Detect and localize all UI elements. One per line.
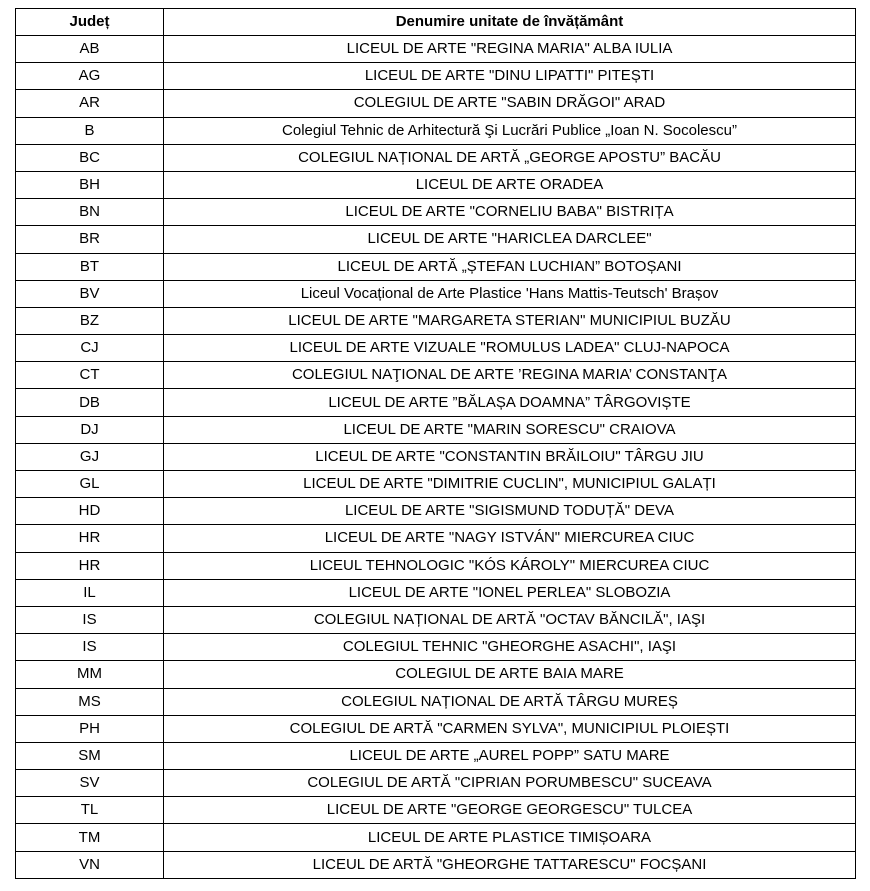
cell-denumire[interactable]: LICEUL DE ARTE PLASTICE TIMIȘOARA xyxy=(164,824,856,851)
table-row xyxy=(16,144,856,171)
cell-denumire[interactable]: COLEGIUL NAŢIONAL DE ARTE ’REGINA MARIA’ CONSTANŢA xyxy=(164,362,856,389)
cell-denumire[interactable]: LICEUL DE ARTE ORADEA xyxy=(164,171,856,198)
table-row xyxy=(16,688,856,715)
header-judet[interactable]: Județ xyxy=(16,9,164,36)
cell-denumire[interactable]: COLEGIUL TEHNIC "GHEORGHE ASACHI", IAŞI xyxy=(164,634,856,661)
cell-judet[interactable]: B xyxy=(16,117,164,144)
cell-denumire[interactable]: LICEUL TEHNOLOGIC "KÓS KÁROLY" MIERCUREA CIUC xyxy=(164,552,856,579)
cell-judet[interactable]: GJ xyxy=(16,443,164,470)
cell-judet[interactable]: TM xyxy=(16,824,164,851)
cell-denumire[interactable]: LICEUL DE ARTE ”BĂLAȘA DOAMNA” TÂRGOVIȘTE xyxy=(164,389,856,416)
cell-denumire[interactable]: LICEUL DE ARTE VIZUALE "ROMULUS LADEA" CLUJ-NAPOCA xyxy=(164,335,856,362)
cell-denumire[interactable]: LICEUL DE ARTE "NAGY ISTVÁN" MIERCUREA CIUC xyxy=(164,525,856,552)
table-row xyxy=(16,552,856,579)
table-row xyxy=(16,416,856,443)
cell-denumire[interactable]: LICEUL DE ARTE „AUREL POPP” SATU MARE xyxy=(164,742,856,769)
cell-denumire[interactable]: COLEGIUL NAȚIONAL DE ARTĂ "OCTAV BĂNCILĂ", IAŞI xyxy=(164,606,856,633)
cell-denumire[interactable]: LICEUL DE ARTE "DINU LIPATTI" PITEȘTI xyxy=(164,63,856,90)
cell-judet[interactable]: AR xyxy=(16,90,164,117)
cell-judet[interactable]: HD xyxy=(16,498,164,525)
table-row xyxy=(16,471,856,498)
cell-denumire[interactable]: COLEGIUL DE ARTE BAIA MARE xyxy=(164,661,856,688)
table-row xyxy=(16,797,856,824)
cell-judet[interactable]: SV xyxy=(16,770,164,797)
header-denumire[interactable]: Denumire unitate de învățământ xyxy=(164,9,856,36)
cell-judet[interactable]: SM xyxy=(16,742,164,769)
table-row xyxy=(16,634,856,661)
cell-denumire[interactable]: LICEUL DE ARTE "GEORGE GEORGESCU" TULCEA xyxy=(164,797,856,824)
table-row xyxy=(16,335,856,362)
cell-judet[interactable]: BV xyxy=(16,280,164,307)
cell-denumire[interactable]: LICEUL DE ARTĂ "GHEORGHE TATTARESCU" FOCȘANI xyxy=(164,851,856,878)
table-row xyxy=(16,661,856,688)
table-row xyxy=(16,199,856,226)
table-row xyxy=(16,362,856,389)
header-row xyxy=(16,9,856,36)
table-row xyxy=(16,851,856,878)
cell-judet[interactable]: AB xyxy=(16,36,164,63)
cell-judet[interactable]: PH xyxy=(16,715,164,742)
table-row xyxy=(16,606,856,633)
table-row xyxy=(16,742,856,769)
cell-judet[interactable]: BH xyxy=(16,171,164,198)
table-row xyxy=(16,171,856,198)
cell-denumire[interactable]: LICEUL DE ARTE "CONSTANTIN BRĂILOIU" TÂRGU JIU xyxy=(164,443,856,470)
cell-judet[interactable]: CT xyxy=(16,362,164,389)
table-row xyxy=(16,824,856,851)
table-row xyxy=(16,253,856,280)
table-row xyxy=(16,498,856,525)
table-row xyxy=(16,525,856,552)
cell-denumire[interactable]: COLEGIUL NAȚIONAL DE ARTĂ „GEORGE APOSTU” BACĂU xyxy=(164,144,856,171)
table-row xyxy=(16,63,856,90)
cell-denumire[interactable]: LICEUL DE ARTE "CORNELIU BABA" BISTRIȚA xyxy=(164,199,856,226)
table-row xyxy=(16,226,856,253)
cell-judet[interactable]: IS xyxy=(16,606,164,633)
cell-denumire[interactable]: LICEUL DE ARTE "MARGARETA STERIAN" MUNICIPIUL BUZĂU xyxy=(164,307,856,334)
table-row xyxy=(16,280,856,307)
cell-judet[interactable]: DB xyxy=(16,389,164,416)
cell-denumire[interactable]: COLEGIUL DE ARTĂ "CIPRIAN PORUMBESCU" SUCEAVA xyxy=(164,770,856,797)
table-row xyxy=(16,117,856,144)
cell-judet[interactable]: MS xyxy=(16,688,164,715)
cell-denumire[interactable]: LICEUL DE ARTĂ „ȘTEFAN LUCHIAN” BOTOȘANI xyxy=(164,253,856,280)
cell-judet[interactable]: HR xyxy=(16,525,164,552)
cell-judet[interactable]: TL xyxy=(16,797,164,824)
table-row xyxy=(16,770,856,797)
cell-denumire[interactable]: LICEUL DE ARTE "HARICLEA DARCLEE" xyxy=(164,226,856,253)
table-row xyxy=(16,90,856,117)
cell-judet[interactable]: AG xyxy=(16,63,164,90)
cell-judet[interactable]: BN xyxy=(16,199,164,226)
table-row xyxy=(16,389,856,416)
cell-judet[interactable]: HR xyxy=(16,552,164,579)
cell-denumire[interactable]: Liceul Vocațional de Arte Plastice 'Hans Mattis-Teutsch' Brașov xyxy=(164,280,856,307)
cell-denumire[interactable]: COLEGIUL DE ARTĂ "CARMEN SYLVA", MUNICIPIUL PLOIEȘTI xyxy=(164,715,856,742)
cell-denumire[interactable]: LICEUL DE ARTE "IONEL PERLEA" SLOBOZIA xyxy=(164,579,856,606)
table-row xyxy=(16,715,856,742)
schools-table xyxy=(15,8,856,879)
cell-denumire[interactable]: COLEGIUL NAȚIONAL DE ARTĂ TÂRGU MUREȘ xyxy=(164,688,856,715)
cell-denumire[interactable]: LICEUL DE ARTE "DIMITRIE CUCLIN", MUNICIPIUL GALAȚI xyxy=(164,471,856,498)
cell-judet[interactable]: BZ xyxy=(16,307,164,334)
cell-judet[interactable]: DJ xyxy=(16,416,164,443)
cell-judet[interactable]: IL xyxy=(16,579,164,606)
cell-denumire[interactable]: LICEUL DE ARTE "MARIN SORESCU" CRAIOVA xyxy=(164,416,856,443)
cell-denumire[interactable]: LICEUL DE ARTE "REGINA MARIA" ALBA IULIA xyxy=(164,36,856,63)
cell-judet[interactable]: VN xyxy=(16,851,164,878)
cell-judet[interactable]: MM xyxy=(16,661,164,688)
table-row xyxy=(16,307,856,334)
table-row xyxy=(16,443,856,470)
cell-judet[interactable]: GL xyxy=(16,471,164,498)
table-body xyxy=(16,36,856,879)
cell-judet[interactable]: CJ xyxy=(16,335,164,362)
cell-judet[interactable]: IS xyxy=(16,634,164,661)
cell-judet[interactable]: BR xyxy=(16,226,164,253)
cell-denumire[interactable]: Colegiul Tehnic de Arhitectură Şi Lucrări Publice „Ioan N. Socolescu” xyxy=(164,117,856,144)
table-row xyxy=(16,36,856,63)
table-row xyxy=(16,579,856,606)
cell-judet[interactable]: BC xyxy=(16,144,164,171)
cell-denumire[interactable]: LICEUL DE ARTE "SIGISMUND TODUȚĂ" DEVA xyxy=(164,498,856,525)
cell-denumire[interactable]: COLEGIUL DE ARTE "SABIN DRĂGOI" ARAD xyxy=(164,90,856,117)
spreadsheet-area xyxy=(15,8,855,879)
cell-judet[interactable]: BT xyxy=(16,253,164,280)
